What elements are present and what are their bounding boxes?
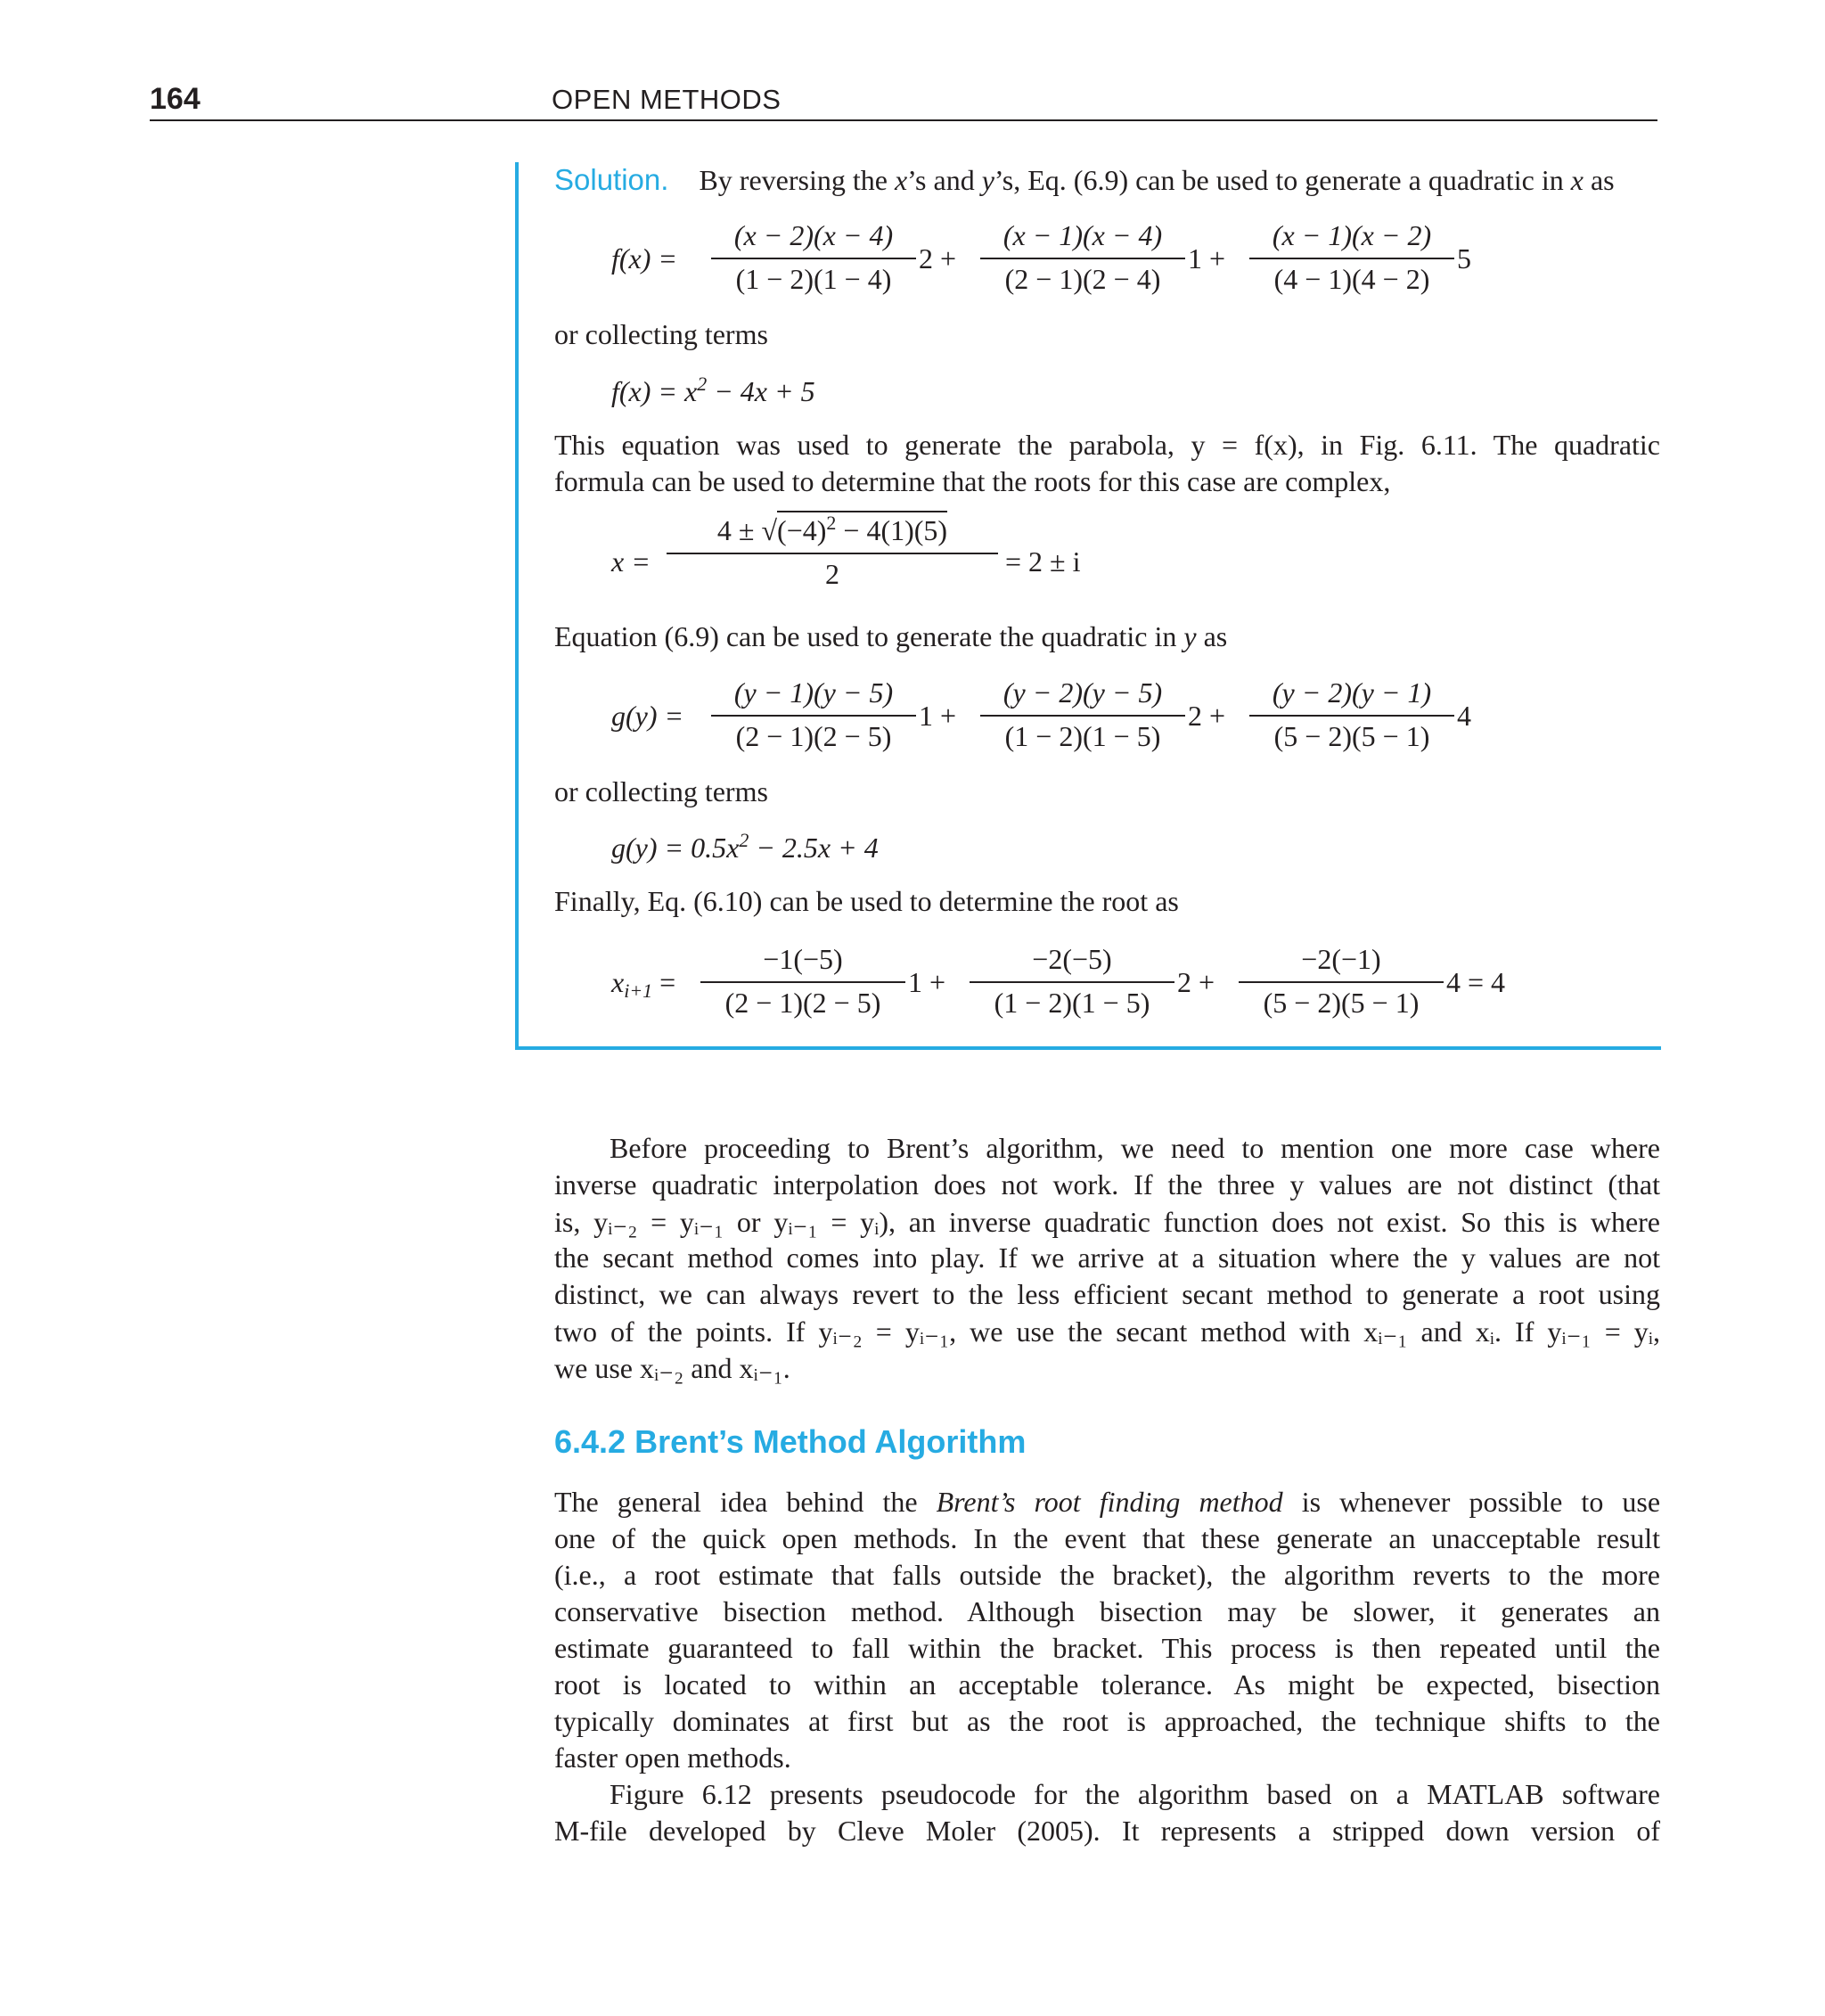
gy-coef-1: 1 + [919, 700, 957, 732]
parabola-line-2: formula can be used to determine that the roots for this case are complex, [554, 465, 1391, 497]
para1-line-2: inverse quadratic interpolation does not work. If the three y values are not distinct (that [554, 1168, 1660, 1201]
quadratic-formula: $\frac{4 \pm √(-4)^2 - 4(1)(5)}{2}$ [667, 512, 998, 591]
collect-terms-1: or collecting terms [554, 318, 768, 350]
para2-line-8: faster open methods. [554, 1741, 791, 1774]
fx-term-3: $\frac{(x - 1)(x - 2)}{(4 - 1)(4 - 2)}$ [1249, 219, 1454, 296]
fx-collected: $f(x) = x^2 - 4x + 5$ [611, 373, 815, 407]
para2-line-6: root is located to within an acceptable tolerance. As might be expected, bisection [554, 1668, 1660, 1700]
para2-line-1: The general idea behind the Brent’s root finding method is whenever possible to use [554, 1486, 1661, 1518]
x-rhs: = 2 ± i [1005, 545, 1081, 578]
para3-line-1: Figure 6.12 presents pseudocode for the algorithm based on a MATLAB software [610, 1778, 1660, 1810]
finally-line: Finally, Eq. (6.10) can be used to determine the root as [554, 885, 1179, 917]
gy-collected: $g(y) = 0.5x^2 - 2.5x + 4$ [611, 829, 879, 864]
para1-line-3: is, yᵢ₋₂ = yᵢ₋₁ or yᵢ₋₁ = yᵢ), an inverse quadratic function does not exist. So this is where [554, 1206, 1660, 1238]
para1-line-1: Before proceeding to Brent’s algorithm, we need to mention one more case where [610, 1132, 1660, 1164]
parabola-line-1: This equation was used to generate the parabola, y = f(x), in Fig. 6.11. The quadratic [554, 429, 1660, 461]
para2-line-5: estimate guaranteed to fall within the bracket. This process is then repeated until the [554, 1632, 1660, 1664]
gy-term-1: $\frac{(y - 1)(y - 5)}{(2 - 1)(2 - 5)}$ [711, 676, 916, 753]
gy-coef-2: 2 + [1188, 700, 1226, 732]
para2-line-2: one of the quick open methods. In the event that these generate an unacceptable result [554, 1522, 1660, 1554]
fx-coef-3: 5 [1457, 242, 1471, 275]
xi-coef-3: 4 = 4 [1446, 966, 1506, 998]
collect-terms-2: or collecting terms [554, 775, 768, 807]
gy-lhs: g(y) = [611, 700, 684, 732]
solution-label: Solution. [554, 163, 669, 196]
xi-coef-2: 2 + [1177, 966, 1215, 998]
solution-intro: Solution. By reversing the x’s and y’s, Eq. (6.9) can be used to generate a quadratic in x as [554, 163, 1615, 196]
xi-term-3: $\frac{-2(-1)}{(5 - 2)(5 - 1)}$ [1239, 943, 1444, 1020]
eq-y-intro: Equation (6.9) can be used to generate the quadratic in y as [554, 620, 1228, 652]
page-number: 164 [150, 82, 201, 116]
para1-line-7: we use xᵢ₋₂ and xᵢ₋₁. [554, 1352, 790, 1384]
fx-coef-1: 2 + [919, 242, 957, 275]
running-head: OPEN METHODS [552, 84, 782, 115]
fx-term-1: $\frac{(x - 2)(x - 4)}{(1 - 2)(1 - 4)}$ [711, 219, 916, 296]
para2-line-4: conservative bisection method. Although bisection may be slower, it generates an [554, 1595, 1660, 1627]
xi-term-1: $\frac{-1(-5)}{(2 - 1)(2 - 5)}$ [700, 943, 905, 1020]
page-header [150, 73, 1657, 121]
xi-coef-1: 1 + [908, 966, 946, 998]
para3-line-2: M-file developed by Cleve Moler (2005). It represents a stripped down version of [554, 1815, 1660, 1847]
para2-line-3: (i.e., a root estimate that falls outside the bracket), the algorithm reverts to the more [554, 1559, 1660, 1591]
fx-lhs: f(x) = [611, 242, 677, 275]
x-lhs: x = [611, 545, 651, 578]
section-heading: 6.4.2 Brent’s Method Algorithm [554, 1423, 1027, 1460]
para1-line-5: distinct, we can always revert to the less efficient secant method to generate a root using [554, 1278, 1660, 1310]
fx-coef-2: 1 + [1188, 242, 1226, 275]
gy-coef-3: 4 [1457, 700, 1471, 732]
fx-term-2: $\frac{(x - 1)(x - 4)}{(2 - 1)(2 - 4)}$ [980, 219, 1185, 296]
para1-line-6: two of the points. If yᵢ₋₂ = yᵢ₋₁, we use the secant method with xᵢ₋₁ and xᵢ. If yᵢ₋₁ = yᵢ, [554, 1315, 1660, 1348]
xi-term-2: $\frac{-2(-5)}{(1 - 2)(1 - 5)}$ [970, 943, 1174, 1020]
gy-term-2: $\frac{(y - 2)(y - 5)}{(1 - 2)(1 - 5)}$ [980, 676, 1185, 753]
para1-line-4: the secant method comes into play. If we arrive at a situation where the y values are not [554, 1242, 1660, 1274]
para2-line-7: typically dominates at first but as the root is approached, the technique shifts to the [554, 1705, 1660, 1737]
gy-term-3: $\frac{(y - 2)(y - 1)}{(5 - 2)(5 - 1)}$ [1249, 676, 1454, 753]
xi-lhs: $x_{i+1}$ = [611, 966, 676, 1002]
